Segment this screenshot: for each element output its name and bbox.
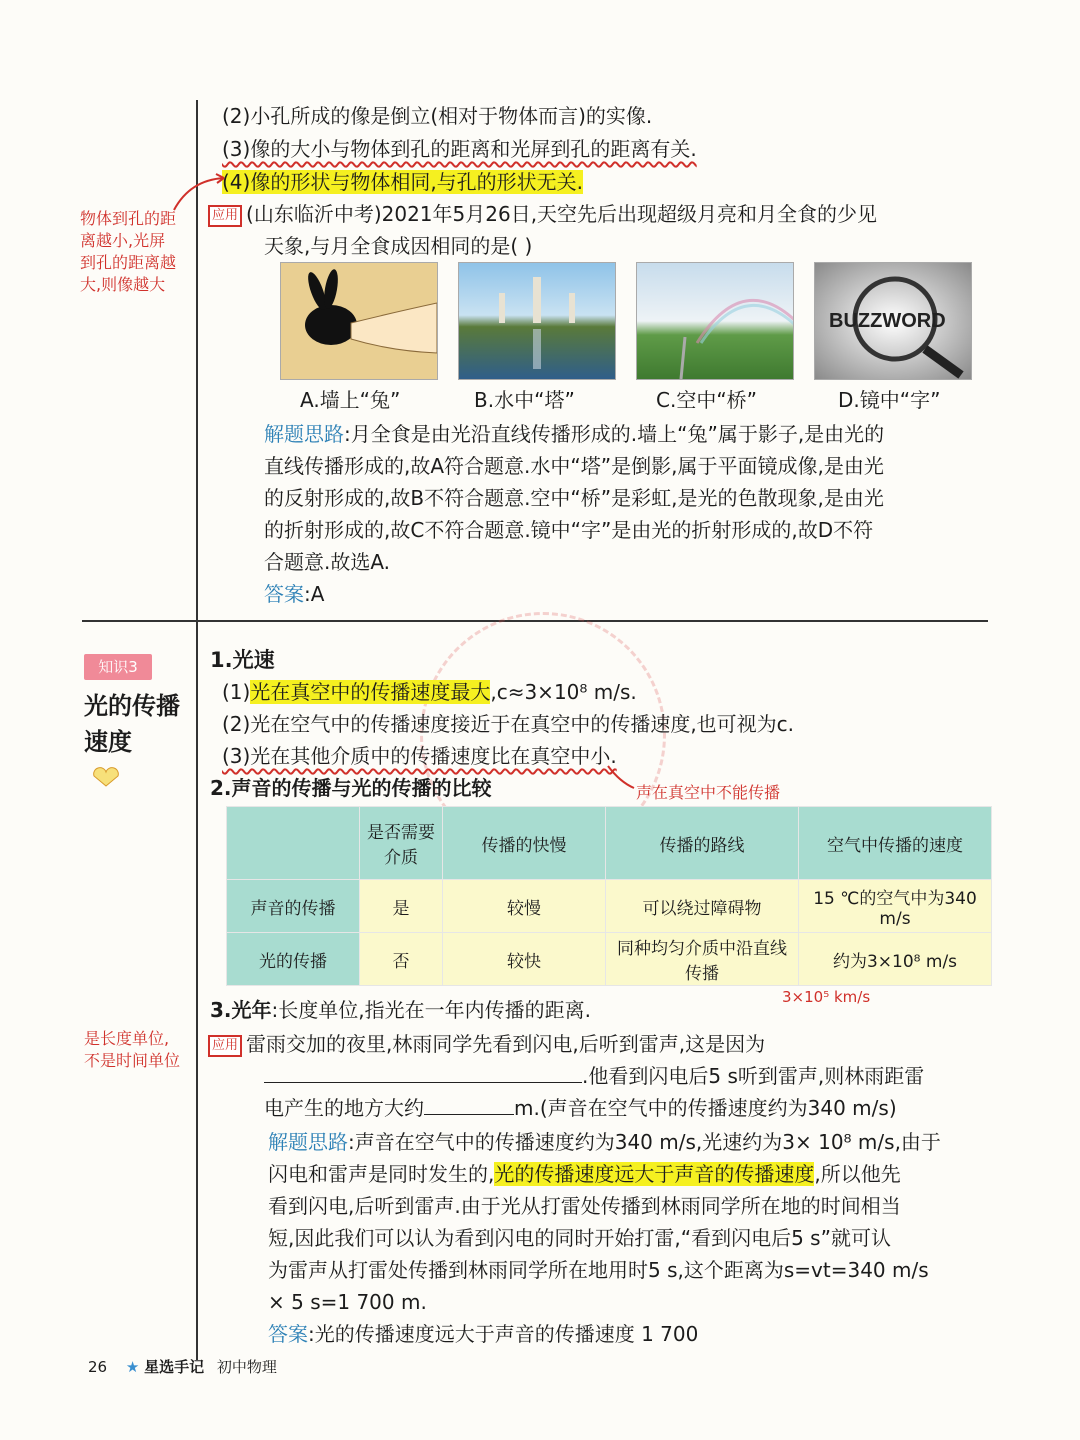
table-cell: 声音的传播 bbox=[227, 880, 360, 933]
option-b-image bbox=[458, 262, 616, 380]
app2-question-cont: .他看到闪电后5 s听到雷声,则林雨距雷 bbox=[264, 1060, 924, 1092]
heart-doodle-icon bbox=[86, 766, 126, 790]
table-header-cell: 传播的路线 bbox=[606, 807, 799, 880]
point-4: (4)像的形状与物体相同,与孔的形状无关. bbox=[222, 170, 584, 194]
app1-question-cont: 天象,与月全食成因相同的是( ) bbox=[264, 234, 533, 258]
option-c-label: C.空中“桥” bbox=[656, 388, 758, 412]
option-a-label: A.墙上“兔” bbox=[300, 388, 401, 412]
app2-analysis-line: × 5 s=1 700 m. bbox=[268, 1290, 427, 1314]
table-cell: 较慢 bbox=[443, 880, 606, 933]
app-tag: 应用 bbox=[208, 1035, 242, 1057]
pagoda-icon bbox=[459, 263, 615, 379]
table-cell: 同种均匀介质中沿直线传播 bbox=[606, 933, 799, 986]
app2-analysis-line: 解题思路:声音在空气中的传播速度约为340 m/s,光速约为3× 10⁸ m/s,由于 bbox=[268, 1130, 941, 1154]
point-3: (3)像的大小与物体到孔的距离和光屏到孔的距离有关. bbox=[222, 137, 697, 161]
table-cell: 否 bbox=[360, 933, 443, 986]
svg-text:BUZZWORD: BUZZWORD bbox=[829, 310, 946, 332]
app1-question: 应用 (山东临沂中考)2021年5月26日,天空先后出现超级月亮和月全食的少见 bbox=[208, 198, 877, 230]
table-header-cell bbox=[227, 807, 360, 880]
app1-analysis-line: 直线传播形成的,故A符合题意.水中“塔”是倒影,属于平面镜成像,是由光 bbox=[264, 454, 884, 478]
table-header-cell: 是否需要介质 bbox=[360, 807, 443, 880]
table-header-cell: 空气中传播的速度 bbox=[799, 807, 992, 880]
table-row bbox=[227, 933, 992, 986]
table-cell: 可以绕过障碍物 bbox=[606, 880, 799, 933]
app2-question-cont: 电产生的地方大约 m.(声音在空气中的传播速度约为340 m/s) bbox=[264, 1092, 897, 1124]
app-tag: 应用 bbox=[208, 205, 242, 227]
light-speed-note: 3×10⁵ km/s bbox=[782, 988, 871, 1006]
app1-analysis-line: 的反射形成的,故B不符合题意.空中“桥”是彩虹,是光的色散现象,是由光 bbox=[264, 486, 884, 510]
option-b-label: B.水中“塔” bbox=[474, 388, 575, 412]
star-icon: ★ bbox=[125, 1358, 140, 1376]
vacuum-note-arrow-icon bbox=[600, 760, 640, 800]
section1-heading: 1.光速 bbox=[210, 648, 275, 672]
point-2: (2)小孔所成的像是倒立(相对于物体而言)的实像. bbox=[222, 104, 653, 128]
table-cell: 较快 bbox=[443, 933, 606, 986]
section1-line1: (1)光在真空中的传播速度最大,c≈3×10⁸ m/s. bbox=[222, 680, 637, 704]
app2-question: 应用 雷雨交加的夜里,林雨同学先看到闪电,后听到雷声,这是因为 bbox=[208, 1028, 765, 1060]
app2-analysis-line: 为雷声从打雷处传播到林雨同学所在地用时5 s,这个距离为s=vt=340 m/s bbox=[268, 1258, 929, 1282]
table-cell: 约为3×10⁸ m/s bbox=[799, 933, 992, 986]
brand-name: 星选手记 bbox=[144, 1358, 205, 1376]
section3-line: 3.光年:长度单位,指光在一年内传播的距离. bbox=[210, 998, 591, 1022]
subject-name: 初中物理 bbox=[216, 1358, 277, 1376]
knowledge-title: 光的传播速度 bbox=[84, 692, 180, 756]
app2-analysis-line: 短,因此我们可以认为看到闪电的同时开始打雷,“看到闪电后5 s”就可认 bbox=[268, 1226, 891, 1250]
table-header-cell: 传播的快慢 bbox=[443, 807, 606, 880]
column-divider bbox=[196, 100, 198, 1360]
page-number: 26 bbox=[88, 1358, 108, 1376]
app2-analysis-line: 看到闪电,后听到雷声.由于光从打雷处传播到林雨同学所在地的时间相当 bbox=[268, 1194, 901, 1218]
table-cell: 是 bbox=[360, 880, 443, 933]
option-d-image bbox=[814, 262, 972, 380]
app1-answer: 答案:A bbox=[264, 582, 325, 606]
table-header-row bbox=[227, 807, 992, 880]
app1-analysis-line: 合题意.故选A. bbox=[264, 550, 391, 574]
vacuum-note: 声在真空中不能传播 bbox=[636, 783, 781, 802]
option-d-label: D.镜中“字” bbox=[838, 388, 941, 412]
option-c-image bbox=[636, 262, 794, 380]
magnifier-icon bbox=[815, 263, 971, 379]
page-footer bbox=[88, 1356, 277, 1377]
blank-1[interactable] bbox=[264, 1060, 582, 1083]
blank-2[interactable] bbox=[424, 1092, 514, 1115]
section1-line2: (2)光在空气中的传播速度接近于在真空中的传播速度,也可视为c. bbox=[222, 712, 795, 736]
option-a-image bbox=[280, 262, 438, 380]
app1-analysis-line: 的折射形成的,故C不符合题意.镜中“字”是由光的折射形成的,故D不符 bbox=[264, 518, 874, 542]
section1-line3: (3)光在其他介质中的传播速度比在真空中小. bbox=[222, 744, 617, 768]
side-note-image-size: 物体到孔的距 离越小,光屏 到孔的距离越 大,则像越大 bbox=[80, 209, 177, 294]
table-row bbox=[227, 880, 992, 933]
app2-answer: 答案:光的传播速度远大于声音的传播速度 1 700 bbox=[268, 1322, 699, 1346]
comparison-table bbox=[226, 806, 992, 986]
app2-analysis-line: 闪电和雷声是同时发生的,光的传播速度远大于声音的传播速度,所以他先 bbox=[268, 1162, 901, 1186]
table-cell: 15 ℃的空气中为340 m/s bbox=[799, 880, 992, 933]
section2-heading: 2.声音的传播与光的传播的比较 bbox=[210, 776, 492, 800]
app1-analysis-line: 解题思路:月全食是由光沿直线传播形成的.墙上“兔”属于影子,是由光的 bbox=[264, 422, 885, 446]
knowledge-badge: 知识3 bbox=[84, 654, 152, 680]
rainbow-icon bbox=[637, 263, 793, 379]
rabbit-shadow-icon bbox=[281, 263, 437, 379]
table-cell: 光的传播 bbox=[227, 933, 360, 986]
side-note-light-year: 是长度单位, 不是时间单位 bbox=[84, 1029, 181, 1070]
